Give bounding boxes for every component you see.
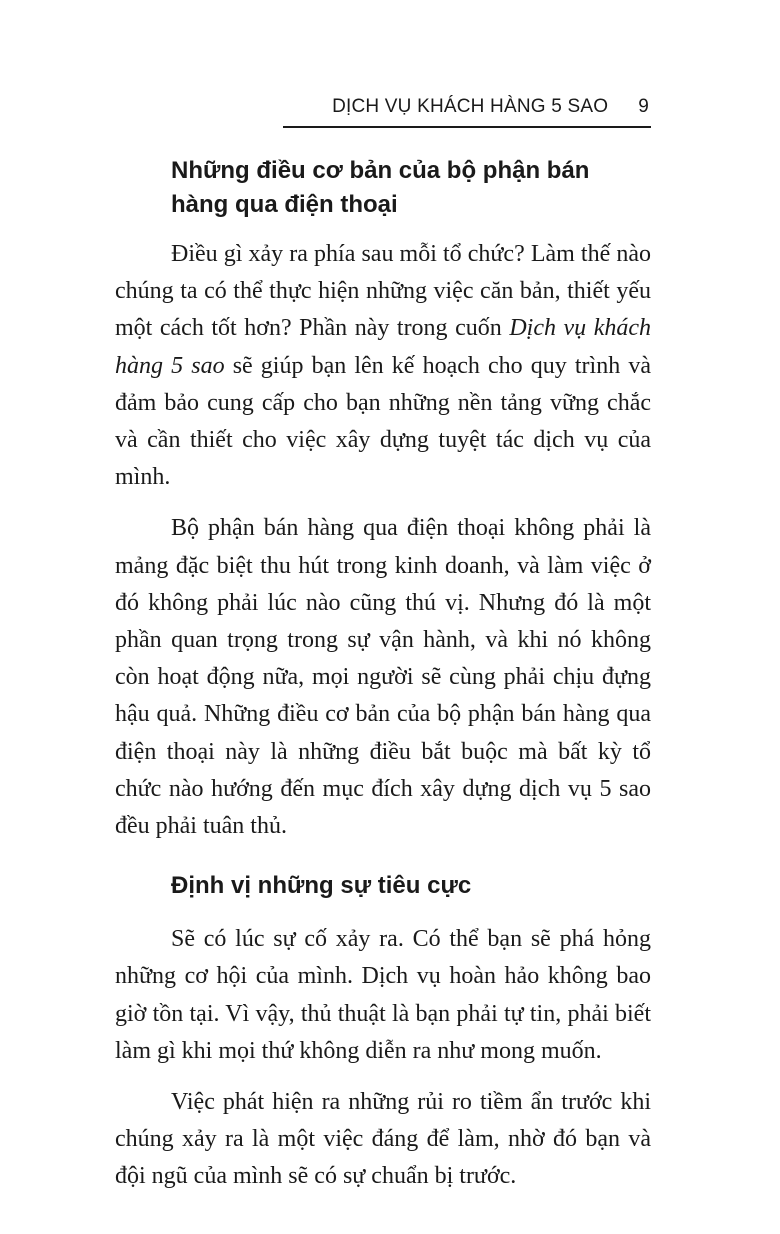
paragraph: Việc phát hiện ra những rủi ro tiềm ẩn trước khi chúng xảy ra là một việc đáng để làm, nhờ đó bạn và đội ngũ của mình sẽ có sự chuẩn bị trước. — [115, 1089, 651, 1190]
running-header — [283, 96, 651, 128]
paragraph-text: Điều gì xảy ra phía sau mỗi tổ chức? Làm thế nào chúng ta có thể thực hiện những việc căn bản, thiết yếu một cách tốt hơn? Phần này trong cuốn — [115, 241, 651, 342]
paragraph: Bộ phận bán hàng qua điện thoại không phải là mảng đặc biệt thu hút trong kinh doanh, và làm việc ở đó không phải lúc nào cũng thú vị. Nhưng đó là một phần quan trọng trong sự vận hành, và khi nó không còn hoạt động nữa, mọi người sẽ cùng phải chịu đựng hậu quả. Những điều cơ bản của bộ phận bán hàng qua điện thoại này là những điều bắt buộc mà bất kỳ tổ chức nào hướng đến mục đích xây dựng dịch vụ 5 sao đều phải tuân thủ. — [115, 515, 651, 840]
book-title-italic: Dịch vụ khách hàng 5 sao — [115, 315, 652, 379]
section-heading-locating-negatives: Định vị những sự tiêu cực — [171, 872, 472, 900]
page-content — [115, 150, 651, 1196]
section-heading-telephone-basics: Những điều cơ bản của bộ phận bán hàng qua điện thoại — [171, 157, 590, 218]
paragraph — [115, 236, 651, 496]
paragraph: Sẽ có lúc sự cố xảy ra. Có thể bạn sẽ phá hỏng những cơ hội của mình. Dịch vụ hoàn hảo không bao giờ tồn tại. Vì vậy, thủ thuật là bạn phải tự tin, phải biết làm gì khi mọi thứ không diễn ra như mong muốn. — [115, 926, 651, 1064]
page-number: 9 — [638, 96, 649, 117]
paragraph-text: sẽ giúp bạn lên kế hoạch cho quy trình và đảm bảo cung cấp cho bạn những nền tảng vững chắc và cần thiết cho việc xây dựng tuyệt tác dịch vụ của mình. — [115, 352, 651, 491]
running-title: DỊCH VỤ KHÁCH HÀNG 5 SAO — [332, 96, 609, 117]
